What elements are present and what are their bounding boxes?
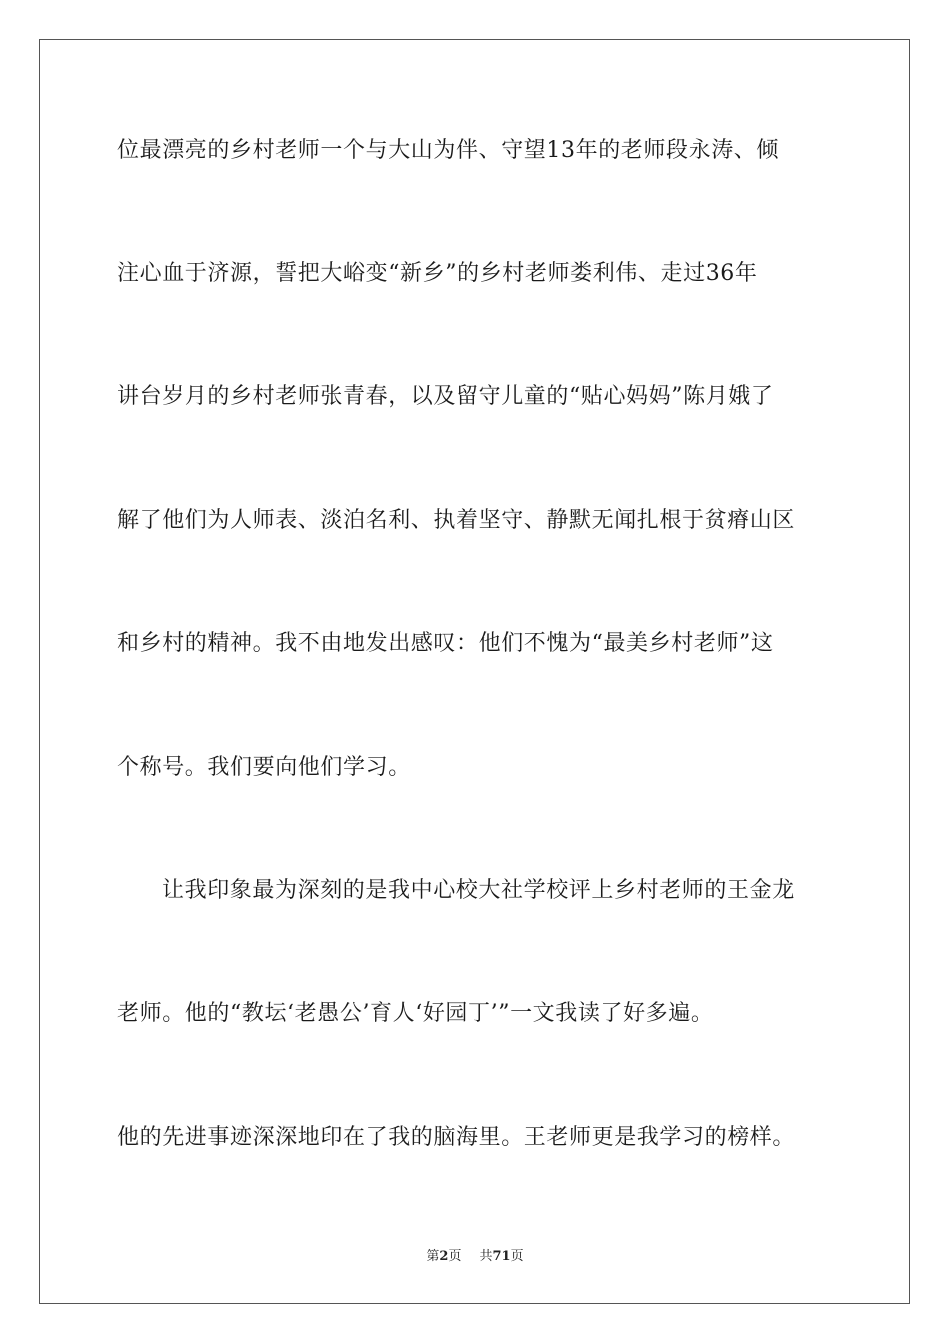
text-line-4: 解了他们为人师表、淡泊名利、执着坚守、静默无闻扎根于贫瘠山区 [117,508,796,533]
text-line-5: 和乡村的精神。我不由地发出感叹：他们不愧为“最美乡村老师”这 [117,631,774,656]
total-suffix: 页 [510,1249,524,1264]
text-line-9: 他的先进事迹深深地印在了我的脑海里。王老师更是我学习的榜样。 [117,1125,796,1150]
total-pages: 71 [492,1249,511,1264]
text-line-8: 老师。他的“教坛‘老愚公’育人‘好园丁’”一文我读了好多遍。 [117,1001,714,1026]
page-number: 2 [439,1249,449,1264]
text-line-7-paragraph-start: 让我印象最为深刻的是我中心校大社学校评上乡村老师的王金龙 [162,878,795,903]
total-prefix: 共 [479,1249,493,1264]
page-prefix: 第 [426,1249,440,1264]
text-line-6: 个称号。我们要向他们学习。 [117,755,411,780]
page-border [39,39,910,1304]
text-line-1: 位最漂亮的乡村老师一个与大山为伴、守望13年的老师段永涛、倾 [117,138,779,163]
page-suffix: 页 [448,1249,462,1264]
page-footer [0,1248,950,1266]
text-line-3: 讲台岁月的乡村老师张青春，以及留守儿童的“贴心妈妈”陈月娥了 [117,384,774,409]
text-line-2: 注心血于济源，誓把大峪变“新乡”的乡村老师娄利伟、走过36年 [117,261,758,286]
